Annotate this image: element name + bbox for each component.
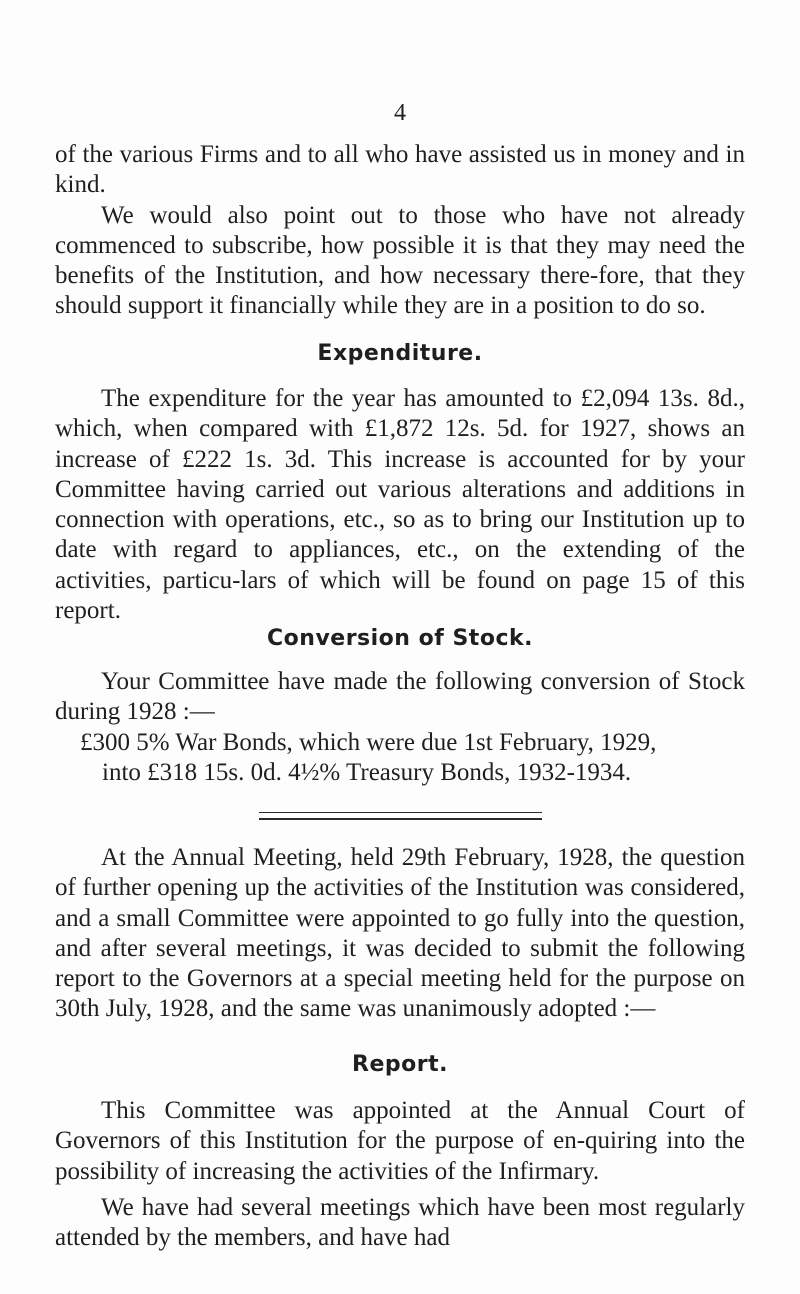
expenditure-section xyxy=(55,384,745,626)
meeting-section xyxy=(55,843,745,1025)
expenditure-heading: Expenditure. xyxy=(317,341,483,366)
section-divider-thin xyxy=(259,812,542,813)
intro-paragraph-1: of the various Firms and to all who have assisted us in money and in kind. xyxy=(55,141,745,199)
report-heading: Report. xyxy=(352,1052,448,1077)
report-paragraph-2: We have had several meetings which have been most regularly attended by the members, and have had xyxy=(55,1193,745,1252)
report-paragraph-1: This Committee was appointed at the Annual Court of Governors of this Institution for the purpose of en-quiring into the possibility of increasing the activities of the Infirmary. xyxy=(55,1097,745,1185)
intro-paragraph-2: We would also point out to those who have not already commenced to subscribe, how possible it is that they may need the benefits of the Institution, and how necessary there-fore, that they should support it financially while they are in a position to do so. xyxy=(55,201,745,320)
conversion-line-1: £300 5% War Bonds, which were due 1st February, 1929, xyxy=(80,729,657,756)
conversion-section xyxy=(55,667,745,728)
conversion-heading: Conversion of Stock. xyxy=(267,626,533,651)
section-divider-thick xyxy=(259,818,542,820)
intro-section xyxy=(55,140,745,322)
report-section xyxy=(55,1096,745,1253)
page-number: 4 xyxy=(394,100,406,126)
conversion-paragraph: Your Committee have made the following conversion of Stock during 1928 :— xyxy=(55,668,745,726)
meeting-paragraph: At the Annual Meeting, held 29th February, 1928, the question of further opening up the activities of the Institution was considered, and a small Committee were appointed to go fully into the question, and after several meetings, it was decided to submit the following report to the Governors at a special meeting held for the purpose on 30th July, 1928, and the same was unanimously adopted :— xyxy=(55,844,745,1023)
conversion-line-2: into £318 15s. 0d. 4½% Treasury Bonds, 1932-1934. xyxy=(102,759,632,786)
expenditure-paragraph: The expenditure for the year has amounted to £2,094 13s. 8d., which, when compared with £1,872 12s. 5d. for 1927, shows an increase of £222 1s. 3d. This increase is accounted for by your Committee having carried out various alterations and additions in connection with operations, etc., so as to bring our Institution up to date with regard to appliances, etc., on the extending of the activities, particu-lars of which will be found on page 15 of this report. xyxy=(55,385,745,625)
